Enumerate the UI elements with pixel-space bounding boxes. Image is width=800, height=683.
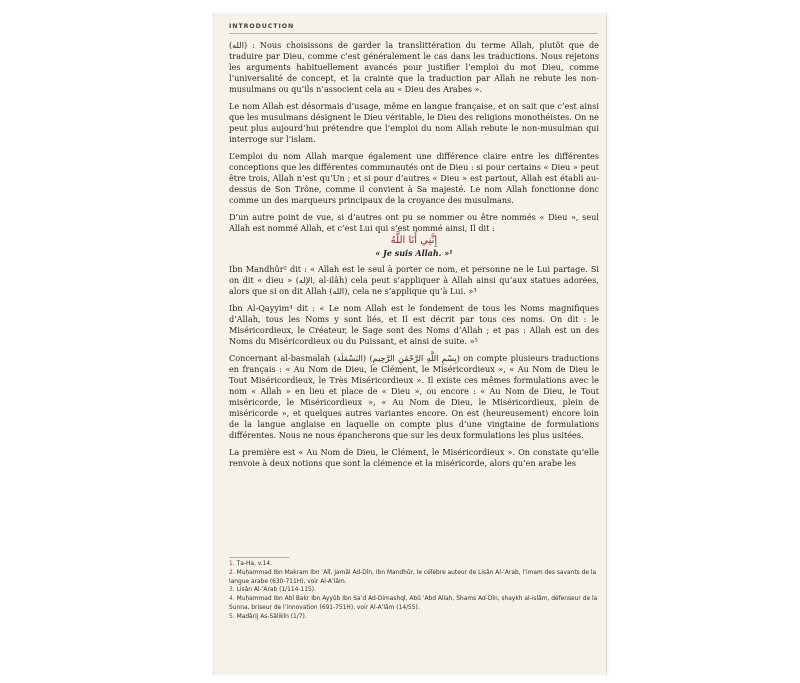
paragraph: Concernant al-basmalah (البَسْمَلَة) (بِسْمِ اللَّهِ الرَّحْمَٰنِ الرَّحِيمِ) on compte plusieurs traductions en français : « Au Nom de Dieu, le Clément, le Miséricordieux », « Au Nom de Dieu le Tout Miséricordieux, le Très Miséricordieux ». Il existe ces mêmes formulations avec le nom « Allah » en lieu et place de « Dieu », ou encore : « Au Nom de Dieu, le Tout miséricorde, le Miséricordieux », « Au Nom de Dieu, le Miséricordieux, plein de miséricorde », et quelques autres variantes encore. On est (heureusement) encore loin de la langue anglaise en laquelle on compte plus d’une vingtaine de formulations différentes. Nous ne nous épancherons que sur les deux formulations les plus usitées. xyxy=(229,353,600,440)
footnote-text: Ṭa-Ha, v.14. xyxy=(236,561,273,567)
footnote xyxy=(229,569,599,587)
paragraph: Ibn Al-Qayyim⁴ dit : « Le nom Allah est le fondement de tous les Noms magnifiques d’Allah, tous les Noms y sont liés, et Il est décrit par tous ces noms. On dit : le Miséricordieux, le Créateur, le Sage sont des Noms d’Allah ; et pas : Allah est un des Noms du Miséricordieux ou du Puissant, et ainsi de suite. »⁵ xyxy=(229,303,599,346)
verse-translation: « Je suis Allah. »¹ xyxy=(375,248,453,258)
verse-arabic: إِنَّنِي أَنَا اللَّهُ xyxy=(390,235,438,246)
paragraph: (الله) : Nous choisissons de garder la translittération du terme Allah, plutôt que de traduire par Dieu, comme c’est généralement le cas dans les traductions. Nous rejetons les arguments habituellement avancés pour justifier l’emploi du mot Dieu, comme l’universalité de concept, et la crainte que la traduction par Allah ne rebute les non-musulmans ou qu’ils n’associent cela au « Dieu des Arabes ». xyxy=(229,40,599,94)
footnote-number: 2. xyxy=(229,569,235,576)
footnote xyxy=(229,613,599,622)
footnote-rule xyxy=(229,557,289,558)
footnote-text: Muḥammad Ibn Abî Bakr Ibn Ayyûb Ibn Saʿd Ad-Dimashqî, Abû ʿAbd Allah, Shams Ad-Dîn, shaykh al-islâm, défenseur de la Sunna, briseur de l’innovation (691-751H), voir Al-Aʿlâm (14/55). xyxy=(229,596,598,611)
paragraph: La première est « Au Nom de Dieu, le Clément, le Miséricordieux ». On constate qu’elle renvoie à deux notions que sont la clémence et la miséricorde, alors qu’en arabe les xyxy=(229,447,599,468)
footnote xyxy=(229,560,599,569)
paragraph: Ibn Mandhûr² dit : « Allah est le seul à porter ce nom, et personne ne le Lui partage. Si on dit « dieu » (الإله, al-ilâh) cela peut s’appliquer à Allah ainsi qu’aux statues adorées, alors que si on dit Allah (الله), cela ne s’applique qu’à Lui. »³ xyxy=(229,264,599,296)
paragraph: D’un autre point de vue, si d’autres ont pu se nommer ou être nommés « Dieu », seul Allah est nommé Allah, et c’est Lui qui s’est nommé ainsi, Il dit : xyxy=(229,212,599,234)
footnote xyxy=(229,586,599,595)
footnote-number: 3. xyxy=(229,587,235,594)
header-rule xyxy=(229,33,598,34)
footnote xyxy=(229,595,599,613)
footnote-number: 4. xyxy=(229,596,235,603)
footnote-text: Madârij As-Sâlikîn (1/7). xyxy=(236,613,307,620)
paragraph: L’emploi du nom Allah marque également une différence claire entre les différentes conceptions que les différentes communautés ont de Dieu : si pour certains « Dieu » peut être trois, Allah n’est qu’Un ; et si pour d’autres « Dieu » est partout, Allah est établi au-dessus de Son Trône, comme il convient à Sa majesté. Le nom Allah fonctionne donc comme un des marqueurs principaux de la croyance des musulmans. xyxy=(229,151,599,205)
running-header: INTRODUCTION xyxy=(229,23,295,30)
footnote-text: Lisân Al-ʿArab (1/114-115). xyxy=(236,587,316,594)
paragraph: Le nom Allah est désormais d’usage, même en langue française, et on sait que c’est ainsi que les musulmans désignent le Dieu véritable, le Dieu des religions monothéistes. On ne peut plus aujourd’hui prétendre que l’emploi du nom Allah rebute le non-musulman qui interroge sur l’islam. xyxy=(229,101,599,144)
footnote-text: Muḥammad Ibn Makram Ibn ʿAlî, Jamâl Ad-Dîn, Ibn Mandhûr, le célèbre auteur de Lisân Al-ʿArab, l’imam des savants de la langue arabe (630-711H), voir Al-Aʿlâm. xyxy=(229,569,597,585)
footnote-number: 1. xyxy=(229,561,235,567)
footnote-number: 5. xyxy=(229,613,235,620)
main-text xyxy=(229,40,599,475)
book-page xyxy=(213,13,607,675)
footnotes xyxy=(229,560,599,622)
